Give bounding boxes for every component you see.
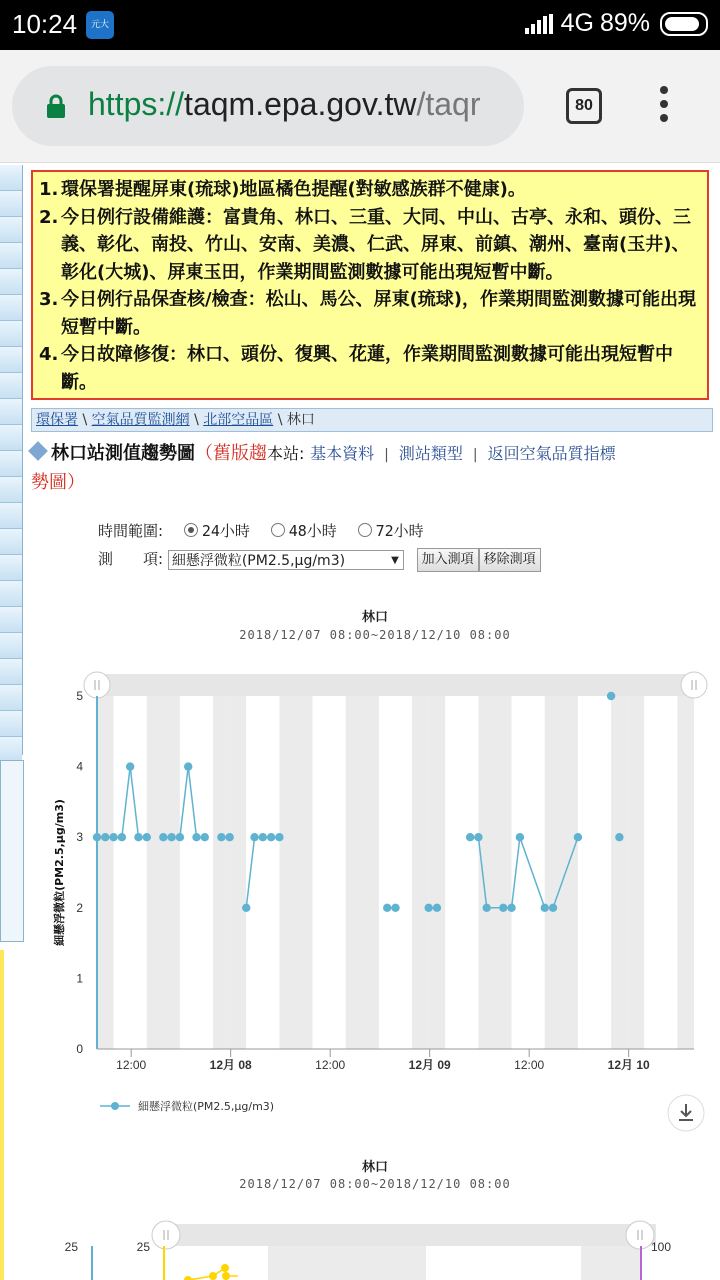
status-bar — [0, 0, 720, 50]
y-tick-label: 25 — [136, 1240, 150, 1254]
plot-band — [180, 696, 197, 1049]
chart-subtitle: 2018/12/07 08:00~2018/12/10 08:00 — [239, 628, 511, 642]
data-point[interactable] — [159, 833, 167, 841]
status-indicators — [525, 9, 708, 38]
link-station-type[interactable]: 測站類型 — [398, 444, 463, 463]
data-point[interactable] — [275, 833, 283, 841]
data-point[interactable] — [259, 833, 267, 841]
app-notification-icon: 元大 — [86, 11, 114, 39]
left-menu-row[interactable] — [0, 633, 22, 659]
radio-72h[interactable] — [358, 523, 372, 537]
plot-band — [362, 696, 379, 1049]
x-tick-label: 12月 08 — [209, 1058, 252, 1072]
data-point[interactable] — [474, 833, 482, 841]
plot-band — [561, 696, 578, 1049]
data-point[interactable] — [192, 833, 200, 841]
data-point[interactable] — [109, 833, 117, 841]
data-point[interactable] — [221, 1264, 229, 1272]
notice-text: 今日例行設備維護：富貴角、林口、三重、大同、中山、古亭、永和、頭份、三義、彰化、南投、竹山、安南、美濃、仁武、屏東、前鎮、潮州、臺南(玉井)、彰化(大城)、屏東玉田，作業期間監測數據可能出現短暫中斷。 — [61, 206, 691, 283]
chart2-subtitle: 2018/12/07 08:00~2018/12/10 08:00 — [239, 1177, 511, 1191]
plot-band — [478, 696, 495, 1049]
y-axis-label: 細懸浮微粒(PM2.5,μg/m3) — [53, 799, 66, 946]
plot-band — [545, 696, 562, 1049]
left-menu-row[interactable] — [0, 607, 22, 633]
data-point[interactable] — [250, 833, 258, 841]
plot-band — [578, 696, 595, 1049]
page-title: 林口站測值趨勢圖 — [51, 443, 195, 464]
browser-toolbar — [0, 50, 720, 163]
item-label: 測 項: — [98, 550, 164, 568]
notice-item — [39, 286, 701, 341]
data-point[interactable] — [574, 833, 582, 841]
range-navigator[interactable] — [97, 674, 694, 696]
notice-box — [31, 170, 709, 400]
radio-48h[interactable] — [271, 523, 285, 537]
data-point[interactable] — [101, 833, 109, 841]
plot-band — [268, 1246, 426, 1280]
x-tick-label: 12月 10 — [607, 1058, 650, 1072]
y-tick-label: 3 — [76, 830, 83, 845]
notice-number: 3. — [39, 289, 59, 310]
plot-band — [429, 696, 446, 1049]
plot-band — [379, 696, 396, 1049]
data-point[interactable] — [549, 904, 557, 912]
left-panel-fragment — [0, 760, 24, 942]
notice-item — [39, 204, 701, 287]
data-point[interactable] — [176, 833, 184, 841]
left-menu-row[interactable] — [0, 269, 22, 295]
chart-controls: 時間範圍: 24小時 48小時 72小時 測 項: 細懸浮微粒(PM2.5,μg/m3) ▼ 加入測項 移除測項 — [98, 518, 541, 574]
data-point[interactable] — [118, 833, 126, 841]
plot-band — [396, 696, 413, 1049]
download-icon[interactable] — [668, 1095, 704, 1131]
chart-title: 林口 — [361, 610, 388, 625]
data-point[interactable] — [222, 1272, 230, 1280]
left-menu-row[interactable] — [0, 659, 22, 685]
data-point[interactable] — [93, 833, 101, 841]
data-point[interactable] — [242, 904, 250, 912]
this-site-label: 本站: — [267, 444, 305, 463]
plot-band — [296, 696, 313, 1049]
plot-band — [130, 696, 147, 1049]
x-tick-label: 12:00 — [514, 1058, 545, 1072]
data-point[interactable] — [615, 833, 623, 841]
y-tick-label: 25 — [64, 1240, 78, 1254]
old-version-link-tail[interactable]: 勢圖） — [31, 472, 85, 493]
y-tick-label: 4 — [76, 759, 83, 774]
left-menu-row[interactable] — [0, 191, 22, 217]
navigator-handle[interactable] — [681, 672, 707, 698]
breadcrumb: 環保署 \ 空氣品質監測網 \ 北部空品區 \ 林口 — [31, 408, 713, 432]
legend-label[interactable]: 細懸浮微粒(PM2.5,μg/m3) — [138, 1100, 275, 1113]
data-point[interactable] — [483, 904, 491, 912]
navigator-handle[interactable] — [84, 672, 110, 698]
plot-band — [595, 696, 612, 1049]
old-version-link[interactable]: （舊版趨 — [195, 443, 267, 464]
link-return-aqi[interactable]: 返回空氣品質指標 — [487, 444, 616, 463]
trend-chart-pm25 — [30, 598, 720, 1138]
left-menu-row[interactable] — [0, 243, 22, 269]
data-point[interactable] — [607, 692, 615, 700]
add-item-button[interactable]: 加入測項 — [417, 548, 479, 572]
left-menu-row[interactable] — [0, 321, 22, 347]
left-menu-row[interactable] — [0, 399, 22, 425]
navigator-handle[interactable] — [626, 1221, 654, 1249]
notice-text: 今日故障修復：林口、頭份、復興、花蓮，作業期間監測數據可能出現短暫中斷。 — [61, 344, 673, 393]
breadcrumb-northern-region[interactable]: 北部空品區 — [203, 412, 274, 428]
plot-band — [197, 696, 214, 1049]
data-point[interactable] — [167, 833, 175, 841]
data-point[interactable] — [184, 1276, 192, 1280]
plot-band — [644, 696, 661, 1049]
data-point[interactable] — [499, 904, 507, 912]
range-navigator[interactable] — [166, 1224, 656, 1246]
data-point[interactable] — [383, 904, 391, 912]
plot-band — [213, 696, 230, 1049]
tag-icon — [28, 441, 48, 461]
notice-text: 今日例行品保查核/檢查：松山、馬公、屏東(琉球)，作業期間監測數據可能出現短暫中斷。 — [61, 289, 697, 338]
legend-marker — [111, 1102, 119, 1110]
notice-number: 1. — [39, 179, 59, 200]
page-header: 林口站測值趨勢圖（舊版趨本站: 基本資料 | 測站類型 | 返回空氣品質指標 勢圖） — [31, 440, 713, 496]
battery-icon — [660, 12, 708, 36]
data-point[interactable] — [209, 1272, 217, 1280]
data-point[interactable] — [507, 904, 515, 912]
plot-band — [346, 696, 363, 1049]
plot-band — [462, 696, 479, 1049]
remove-item-button[interactable]: 移除測項 — [479, 548, 541, 572]
plot-band — [230, 696, 247, 1049]
data-point[interactable] — [267, 833, 275, 841]
data-point[interactable] — [541, 904, 549, 912]
data-point[interactable] — [217, 833, 225, 841]
x-tick-label: 12:00 — [315, 1058, 346, 1072]
network-type: 4G — [560, 9, 594, 37]
address-bar[interactable] — [12, 66, 524, 146]
left-menu-row[interactable] — [0, 425, 22, 451]
trend-chart-2 — [30, 1148, 720, 1280]
plot-band — [263, 696, 280, 1049]
left-menu-row[interactable] — [0, 711, 22, 737]
data-point[interactable] — [433, 904, 441, 912]
notice-text: 環保署提醒屏東(琉球)地區橘色提醒(對敏感族群不健康)。 — [61, 179, 526, 200]
url-text: https://taqm.epa.gov.tw/taqr — [88, 86, 481, 122]
notice-item — [39, 176, 701, 204]
data-point[interactable] — [134, 833, 142, 841]
plot-band — [329, 696, 346, 1049]
left-yellow-fragment — [0, 950, 4, 1280]
data-point[interactable] — [516, 833, 524, 841]
plot-band — [677, 696, 694, 1049]
plot-band — [611, 696, 628, 1049]
plot-band — [97, 696, 114, 1049]
left-menu-row[interactable] — [0, 295, 22, 321]
plot-band — [114, 696, 131, 1049]
data-point[interactable] — [184, 762, 192, 770]
navigator-handle[interactable] — [152, 1221, 180, 1249]
plot-band — [246, 696, 263, 1049]
left-menu-row[interactable] — [0, 217, 22, 243]
notice-number: 4. — [39, 344, 59, 365]
chart2-plot — [30, 1148, 720, 1280]
plot-band — [313, 696, 330, 1049]
breadcrumb-current: 林口 — [286, 412, 315, 428]
data-point[interactable] — [126, 762, 134, 770]
data-point[interactable] — [466, 833, 474, 841]
left-menu-row[interactable] — [0, 685, 22, 711]
plot-band — [412, 696, 429, 1049]
left-menu-row[interactable] — [0, 477, 22, 503]
plot-band — [528, 696, 545, 1049]
x-tick-label: 12月 09 — [408, 1058, 451, 1072]
plot-band — [445, 696, 462, 1049]
left-menu-row[interactable] — [0, 373, 22, 399]
left-menu-row[interactable] — [0, 347, 22, 373]
data-point[interactable] — [201, 833, 209, 841]
y-tick-label: 5 — [76, 689, 83, 703]
data-point[interactable] — [225, 833, 233, 841]
plot-band — [279, 696, 296, 1049]
left-menu-row[interactable] — [0, 555, 22, 581]
notice-number: 2. — [39, 206, 59, 228]
data-point[interactable] — [424, 904, 432, 912]
left-menu-row[interactable] — [0, 451, 22, 477]
data-point[interactable] — [391, 904, 399, 912]
item-select[interactable]: 細懸浮微粒(PM2.5,μg/m3) ▼ — [168, 550, 404, 570]
left-menu-row[interactable] — [0, 165, 22, 191]
plot-band — [512, 696, 529, 1049]
tab-switcher-button[interactable]: 80 — [566, 88, 602, 124]
y-tick-label: 1 — [76, 971, 83, 986]
lock-icon — [46, 94, 66, 118]
plot-band — [495, 696, 512, 1049]
data-point[interactable] — [143, 833, 151, 841]
y-tick-label: 100 — [651, 1240, 672, 1254]
chart-plot — [30, 598, 720, 1138]
plot-band — [147, 696, 164, 1049]
left-menu-row[interactable] — [0, 529, 22, 555]
left-menu-row[interactable] — [0, 581, 22, 607]
y-tick-label: 2 — [76, 900, 83, 915]
link-basic-info[interactable]: 基本資料 — [310, 444, 375, 463]
time-range-label: 時間範圍: — [98, 522, 164, 540]
dropdown-arrow-icon: ▼ — [391, 554, 399, 566]
signal-icon — [525, 14, 553, 34]
breadcrumb-air-network[interactable]: 空氣品質監測網 — [91, 412, 190, 428]
plot-band — [628, 696, 645, 1049]
left-menu-strip — [0, 165, 23, 755]
y-tick-label: 0 — [76, 1042, 83, 1056]
more-menu-icon[interactable] — [660, 86, 668, 126]
status-time: 10:24 — [12, 9, 78, 39]
notice-item — [39, 341, 701, 396]
battery-percent: 89% — [599, 9, 650, 37]
x-tick-label: 12:00 — [116, 1058, 147, 1072]
left-menu-row[interactable] — [0, 503, 22, 529]
plot-band — [661, 696, 678, 1049]
chart2-title: 林口 — [361, 1160, 388, 1175]
breadcrumb-epa[interactable]: 環保署 — [36, 412, 78, 428]
plot-band — [581, 1246, 641, 1280]
plot-band — [163, 696, 180, 1049]
radio-24h[interactable] — [184, 523, 198, 537]
